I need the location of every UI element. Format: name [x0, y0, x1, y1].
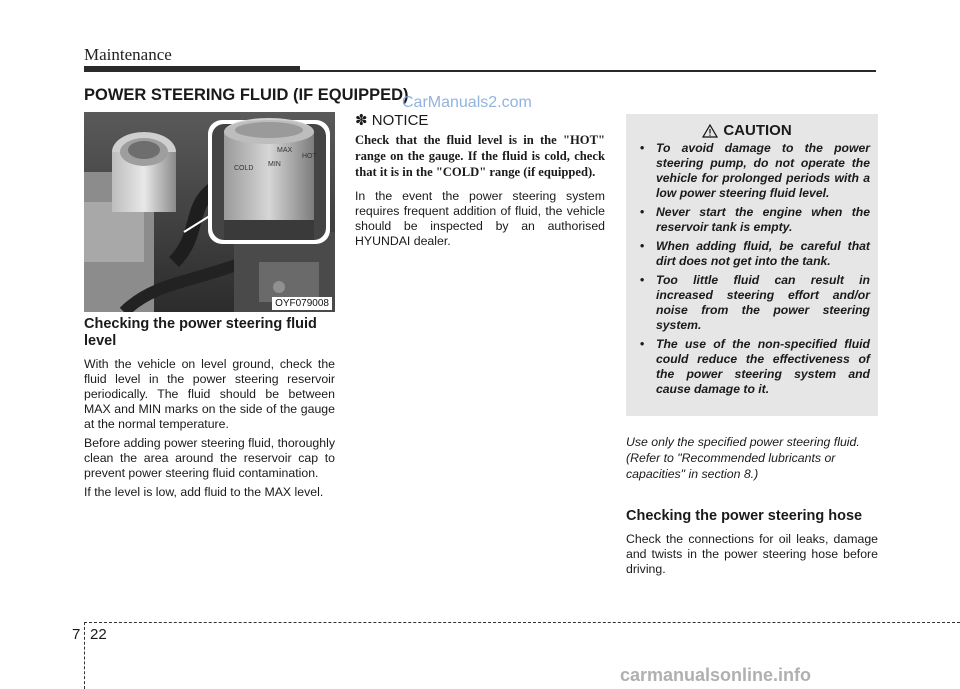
header-rule-thick [84, 66, 300, 72]
watermark-bottom-link[interactable]: carmanualsonline.info [620, 665, 812, 685]
caution-item [634, 141, 870, 201]
warning-triangle-icon [702, 124, 718, 138]
caution-header [634, 122, 870, 139]
watermark-link[interactable]: CarManuals2.com [402, 94, 532, 111]
notice-label: ✽ NOTICE [355, 112, 429, 129]
bullet-icon: • [640, 205, 645, 219]
section-title: POWER STEERING FLUID (IF EQUIPPED) [84, 86, 409, 104]
header-rule-thin [300, 70, 876, 72]
reservoir-photo [84, 112, 335, 312]
caution-label: CAUTION [723, 122, 792, 139]
footer-rule [84, 622, 960, 623]
gauge-max-label: MAX [277, 147, 293, 154]
fluid-spec-note: Use only the specified power steering fluid. (Refer to "Recommended lubricants or capacities" in section 8.) [626, 435, 860, 481]
fluid-level-paragraph-3: If the level is low, add fluid to the MAX level. [84, 485, 324, 499]
column-middle [355, 112, 605, 253]
notice-text: In the event the power steering system requires frequent addition of fluid, the vehicle should be inspected by an authorised HYUNDAI dealer. [355, 189, 605, 248]
caution-item-text: To avoid damage to the power steering pump, do not operate the vehicle for prolonged periods with a low power steering fluid level. [656, 141, 870, 200]
page-number: 22 [90, 626, 107, 643]
fluid-level-paragraph-1: With the vehicle on level ground, check the fluid level in the power steering reservoir periodically. The fluid should be between MAX and MIN marks on the side of the gauge at the normal temperature. [84, 357, 335, 431]
hose-heading: Checking the power steering hose [626, 508, 863, 524]
gauge-min-label: MIN [268, 161, 281, 168]
gauge-cold-label: COLD [234, 165, 254, 172]
fluid-level-heading: Checking the power steering fluid level [84, 316, 317, 349]
column-left [84, 316, 335, 504]
photo-code: OYF079008 [272, 297, 332, 310]
column-right [626, 114, 878, 581]
bullet-icon: • [640, 273, 645, 287]
fluid-level-paragraph-2: Before adding power steering fluid, thoroughly clean the area around the reservoir cap to prevent power steering fluid contamination. [84, 436, 335, 480]
page-header-title: Maintenance [84, 45, 172, 64]
caution-item [634, 239, 870, 269]
footer-divider [84, 622, 85, 689]
caution-item-text: The use of the non-specified fluid could reduce the effectiveness of the power steering system and cause damage to it. [656, 337, 870, 396]
bullet-icon: • [640, 239, 645, 253]
hose-paragraph: Check the connections for oil leaks, damage and twists in the power steering hose before driving. [626, 532, 878, 576]
caution-item-text: Never start the engine when the reservoir tank is empty. [656, 205, 870, 234]
caution-item [634, 337, 870, 397]
gauge-hot-label: HOT [302, 153, 317, 160]
caution-item-text: Too little fluid can result in increased steering effort and/or noise from the power steering system. [656, 273, 870, 332]
bullet-icon: • [640, 337, 645, 351]
notice-bold-text: Check that the fluid level is in the "HOT" range on the gauge. If the fluid is cold, check that it is in the "COLD" range (if equipped). [355, 133, 605, 179]
caution-list [634, 141, 870, 397]
caution-item [634, 205, 870, 235]
caution-item-text: When adding fluid, be careful that dirt does not get into the tank. [656, 239, 870, 268]
caution-item [634, 273, 870, 333]
bullet-icon: • [640, 141, 645, 155]
chapter-number: 7 [72, 626, 81, 643]
caution-box [626, 114, 878, 416]
reservoir-illustration [84, 112, 335, 312]
